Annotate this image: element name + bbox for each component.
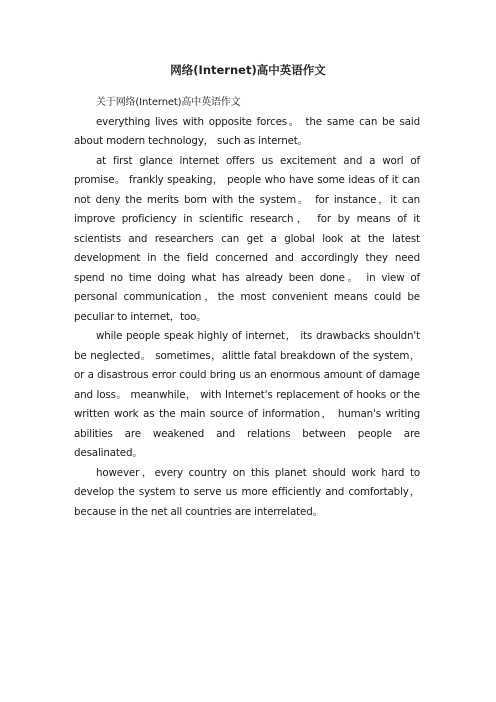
paragraph-4: however，every country on this planet should work hard to develop the system to serve us more efficiently and comfortably，because in the net all countries are interrelated。	[74, 466, 420, 518]
paragraph-subtitle: 关于网络(Internet)高中英语作文	[96, 97, 241, 108]
paragraph-3: while people speak highly of internet， its drawbacks shouldn't be neglected。 sometimes，alittle fatal breakdown of the system， or a disastrous error could bring us an enormous amount of damage and loss。 meanwhile， with Internet's replacement of hooks or the written work as the main source of information， human's writing abilities are weakened and relations between people are desalinated。	[74, 330, 420, 459]
document-body	[74, 93, 420, 522]
paragraph-2: at first glance internet offers us excitement and a worl of promise。 frankly speaking， people who have some ideas of it can not deny the merits born with the system。 for instance，it can improve proficiency in scientific research， for by means of it scientists and researchers can get a global look at the latest development in the field concerned and accordingly they need spend no time doing what has already been done。 in view of personal communication，the most convenient means could be peculiar to internet，too。	[74, 154, 420, 323]
paragraph-1: everything lives with opposite forces。 the same can be said about modern technology， such as internet。	[74, 115, 420, 147]
document-title: 网络(Internet)高中英语作文	[170, 63, 326, 77]
